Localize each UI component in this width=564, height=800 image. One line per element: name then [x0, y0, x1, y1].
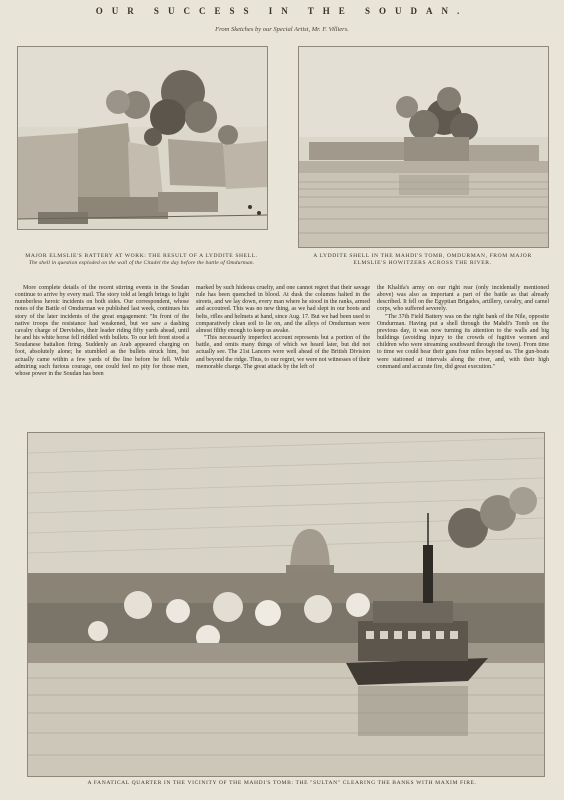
article-paragraph: marked by such hideous cruelty, and one cannot regret that their savage rule has been quenched in blood. At dusk the columns halted in the streets, and we lay down, every man where he stood in the ranks, armed and accoutred. This was no new thing, as we had slept in our boots and belts, rifles and helmets at hand, since Aug. 17. But we had been used to comparatively clean soil to lie on, and the alleys of Omdurman were almost filthy enough to keep us awake. — [196, 285, 370, 334]
illustration-mahdis-tomb — [298, 46, 549, 248]
article-paragraph: More complete details of the recent stirring events in the Soudan continue to arrive by every mail. The story told at length brings to light numberless heroic incidents on both sides. Our correspondent, whose notes of the Battle of Omdurman we published last week, continues his story of the later incidents of the great engagement: "In front of the native troops the resistance had weakened, but we saw a dashing cavalry charge of Dervishes, their leader riding fifty yards ahead, until he and his white horse fell riddled with bullets. To our left front stood a Soudanese battalion firing. Suddenly an Arab appeared charging on foot, absolutely alone; he stumbled as the bullets struck him, but actually came within a few yards of the line before he fell. While admiring such furious courage, one could feel no pity for those men, whose power in the Soudan has been — [15, 285, 189, 377]
battery-sketch — [18, 47, 267, 229]
page-title: OUR SUCCESS IN THE SOUDAN. — [95, 6, 469, 16]
illustration-sultan-gunboat — [27, 432, 545, 777]
gunboat-sketch — [28, 433, 544, 776]
caption-left-title: MAJOR ELMSLIE'S BATTERY AT WORK: THE RESULT OF A LYDDITE SHELL. — [25, 253, 258, 259]
article-column-3 — [377, 285, 549, 371]
caption-left — [17, 253, 266, 268]
article-paragraph: "The 37th Field Battery was on the right bank of the Nile, opposite Omdurman. Having put a shell through the Mahdi's Tomb on the previous day, it was now turning its attention to the walls and big buildings (avoiding injury to the crowds of fugitive women and children who were streaming southward through the town). From time to time we could hear their guns four miles beyond us. The gun-boats were stationed at intervals along the river, and, with their high command and accurate fire, did great execution." — [377, 313, 549, 370]
article-paragraph: the Khalifa's army on our right rear (only incidentally mentioned above) was also as important a part of the battle as that already described. It fell on the Egyptian Brigades, artillery, cavalry, and camel corps, who suffered severely. — [377, 285, 549, 313]
caption-right — [298, 253, 547, 268]
page-subtitle: From Sketches by our Special Artist, Mr. F. Villiers. — [215, 26, 349, 33]
article-column-1 — [15, 285, 189, 378]
article-paragraph: "This necessarily imperfect account represents but a portion of the battle, and omits many things of which we heard later, but did not actually see. The 21st Lancers were well ahead of the British Division and beyond the ridge. Thus, to our regret, we were not witnesses of their memorable charge. The great attack by the left of — [196, 335, 370, 370]
caption-left-sub: The shell in question exploded on the wall of the Citadel the day before the battle of Omdurman. — [28, 260, 255, 267]
caption-right-title: A LYDDITE SHELL IN THE MAHDI'S TOMB, OMDURMAN, FROM MAJOR ELMSLIE'S HOWITZERS ACROSS THE RIVER. — [313, 253, 532, 267]
caption-bottom: A FANATICAL QUARTER IN THE VICINITY OF THE MAHDI'S TOMB: THE "SULTAN" CLEARING THE BANKS WITH MAXIM FIRE. — [87, 780, 477, 786]
illustration-battery-at-work — [17, 46, 268, 230]
tomb-sketch — [299, 47, 548, 247]
article-column-2 — [196, 285, 370, 371]
